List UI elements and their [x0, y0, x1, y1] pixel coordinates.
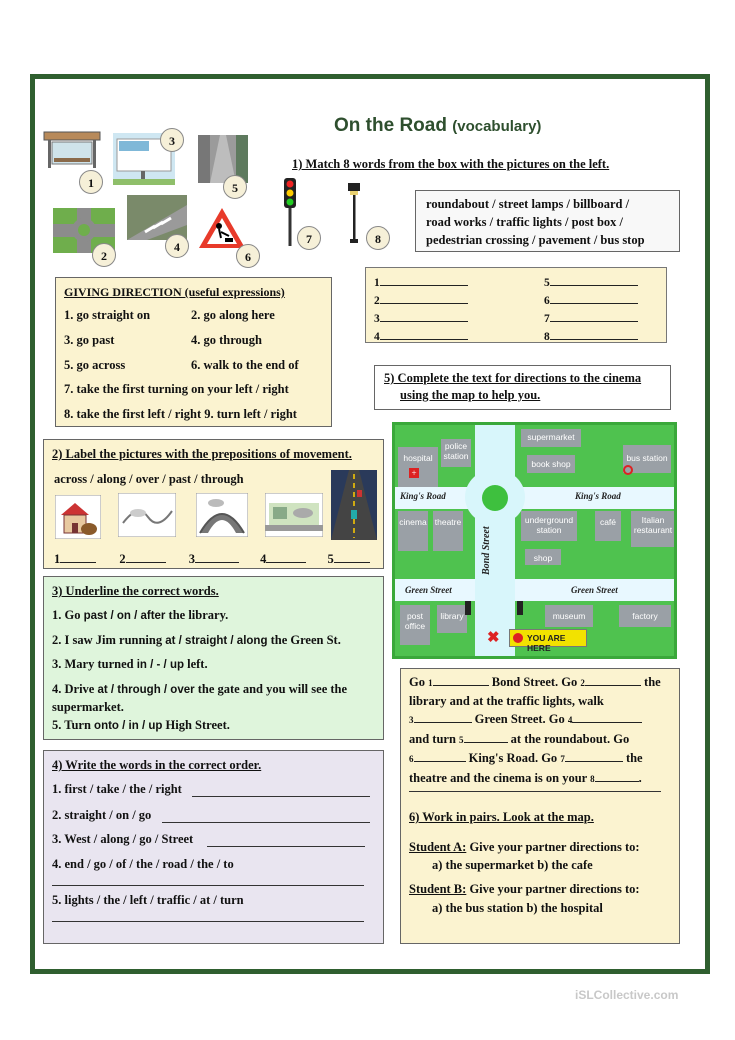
picture-past — [265, 493, 323, 537]
map-label-police: police station — [443, 441, 469, 461]
map-label-museum: museum — [552, 611, 586, 621]
ex5-text-line-1: Go 1 Bond Street. Go 2 the — [409, 675, 661, 689]
answer-line-8[interactable]: 8 — [544, 327, 638, 345]
ex5-blank-7[interactable] — [565, 749, 623, 762]
ex4-instruction: 4) Write the words in the correct order. — [52, 758, 262, 772]
ex6-instruction: 6) Work in pairs. Look at the map. — [409, 810, 594, 824]
map-label-supermarket: supermarket — [527, 432, 575, 442]
answer-line[interactable] — [52, 921, 364, 922]
ex3-item-4: 4. Drive at / through / over the gate and you will see the supermarket. — [52, 682, 348, 714]
picture-road-works — [197, 206, 247, 250]
map-label-cafe: café — [599, 517, 617, 527]
ex4-box — [43, 750, 384, 944]
picture-bus-stop — [42, 126, 102, 171]
answer-line[interactable] — [162, 822, 370, 823]
divider — [409, 791, 661, 792]
ex3-item-2: 2. I saw Jim running at / straight / along the Green St. — [52, 633, 341, 647]
ex2-blank-4[interactable]: 4 — [260, 552, 306, 566]
map-label-factory: factory — [632, 611, 658, 621]
picture-number-8: 8 — [366, 226, 390, 250]
expression: 7. take the first turning on your left / right — [64, 382, 289, 396]
ex5-text-line-3: 3 Green Street. Go 4 — [409, 710, 675, 730]
expression: 8. take the first left / right 9. turn left / right — [64, 407, 297, 421]
answer-line-1[interactable]: 1 — [374, 273, 468, 291]
ex3-options[interactable]: at / through / over — [97, 684, 195, 696]
ex6-student-b-options: a) the bus station b) the hospital — [432, 901, 603, 915]
ex3-item-3: 3. Mary turned in / - / up left. — [52, 657, 208, 671]
map-road-kings-left: King's Road — [400, 491, 446, 501]
giving-direction-box — [55, 277, 332, 427]
map-label-italian: Italian restaurant — [633, 515, 673, 535]
picture-number-3: 3 — [160, 128, 184, 152]
you-are-here-sign — [509, 629, 587, 653]
ex3-options[interactable]: at / straight / along — [165, 635, 268, 647]
answer-line[interactable] — [52, 885, 364, 886]
watermark: iSLCollective.com — [575, 988, 679, 1002]
street-map — [392, 422, 677, 659]
map-label-postoffice: post office — [404, 611, 426, 631]
ex2-blank-1[interactable]: 1 — [54, 552, 96, 566]
picture-street-lamp — [346, 183, 362, 243]
ex5-text-line-4: and turn 5 at the roundabout. Go — [409, 731, 630, 746]
picture-number-4: 4 — [165, 234, 189, 258]
ex5-instruction: 5) Complete the text for directions to the cinema — [384, 371, 642, 385]
map-label-theatre: theatre — [434, 517, 462, 527]
ex3-item-1: 1. Go past / on / after the library. — [52, 608, 229, 622]
ex5-instruction-box — [374, 365, 671, 410]
ex5-blank-2[interactable] — [585, 673, 641, 686]
map-road-green-right: Green Street — [571, 585, 618, 595]
ex1-instruction: 1) Match 8 words from the box with the pictures on the left. — [292, 157, 610, 171]
map-traffic-light-icon — [517, 601, 523, 615]
map-label-hospital: hospital — [403, 453, 433, 463]
map-road-bond: Bond Street — [481, 526, 492, 575]
ex3-box — [43, 576, 384, 740]
answer-line-2[interactable]: 2 — [374, 291, 468, 309]
picture-over — [196, 493, 248, 537]
map-label-underground: underground station — [524, 515, 574, 535]
ex4-item: 3. West / along / go / Street — [52, 832, 194, 846]
ex5-blank-5[interactable] — [464, 730, 508, 743]
expression: 4. go through — [191, 333, 262, 347]
answer-line-4[interactable]: 4 — [374, 327, 468, 345]
picture-number-1: 1 — [79, 170, 103, 194]
ex3-item-5: 5. Turn onto / in / up High Street. — [52, 718, 230, 732]
expression: 3. go past — [64, 333, 115, 347]
map-road-kings-right: King's Road — [575, 491, 621, 501]
picture-along — [118, 493, 176, 537]
expression: 2. go along here — [191, 308, 275, 322]
answer-line-5[interactable]: 5 — [544, 273, 638, 291]
map-road-green-left: Green Street — [405, 585, 452, 595]
ex4-item: 5. lights / the / left / traffic / at / turn — [52, 893, 244, 907]
ex5-blank-8[interactable] — [595, 769, 639, 782]
ex5-blank-1[interactable] — [433, 673, 489, 686]
ex2-box — [43, 439, 384, 569]
ex2-word-list: across / along / over / past / through — [54, 472, 244, 486]
picture-number-5: 5 — [223, 175, 247, 199]
picture-number-7: 7 — [297, 226, 321, 250]
answer-line[interactable] — [192, 796, 370, 797]
giving-direction-heading: GIVING DIRECTION (useful expressions) — [64, 285, 285, 299]
map-label-shop: shop — [533, 553, 553, 563]
expression: 5. go across — [64, 358, 126, 372]
you-are-here-icon — [513, 633, 523, 643]
ex2-blank-2[interactable]: 2 — [119, 552, 165, 566]
map-label-library: library — [440, 611, 464, 621]
picture-traffic-lights — [282, 178, 298, 246]
ex3-options[interactable]: in / - / up — [136, 659, 184, 671]
answer-line[interactable] — [207, 846, 365, 847]
picture-across — [55, 495, 101, 539]
ex2-instruction: 2) Label the pictures with the prepositions of movement. — [52, 447, 352, 461]
ex5-instruction-2: using the map to help you. — [400, 388, 541, 402]
expression: 6. walk to the end of — [191, 358, 299, 372]
hospital-icon: + — [409, 468, 419, 478]
ex6-student-a-options: a) the supermarket b) the cafe — [432, 858, 593, 872]
map-label-cinema: cinema — [399, 517, 427, 527]
picture-number-6: 6 — [236, 244, 260, 268]
ex5-blank-4[interactable] — [572, 710, 642, 723]
ex5-blank-6[interactable] — [414, 749, 466, 762]
answer-line-7[interactable]: 7 — [544, 309, 638, 327]
picture-number-2: 2 — [92, 243, 116, 267]
expression: 1. go straight on — [64, 308, 151, 322]
ex5-text-line-5: 6 King's Road. Go 7 the — [409, 751, 643, 765]
ex6-student-a: Student A: Give your partner directions to: — [409, 840, 640, 854]
ex4-item: 2. straight / on / go — [52, 808, 152, 822]
picture-through — [331, 470, 377, 540]
ex4-item: 4. end / go / of / the / road / the / to — [52, 857, 234, 871]
cross-icon: ✖ — [487, 630, 500, 646]
ex5-blank-3[interactable] — [414, 710, 472, 723]
answer-line-3[interactable]: 3 — [374, 309, 468, 327]
ex5-text-line-6: theatre and the cinema is on your 8 . — [409, 770, 642, 785]
ex3-instruction: 3) Underline the correct words. — [52, 584, 219, 598]
map-traffic-light-icon — [465, 601, 471, 615]
ex5-ex6-box — [400, 668, 680, 944]
ex5-text-line-2: library and at the traffic lights, walk — [409, 693, 604, 708]
word-box — [415, 190, 680, 252]
word-box-line: roundabout / street lamps / billboard / — [426, 197, 630, 211]
ex1-answer-box — [365, 267, 667, 343]
you-are-here-label: YOU ARE HERE — [527, 633, 566, 653]
ex4-item: 1. first / take / the / right — [52, 782, 182, 796]
ex3-options[interactable]: past / on / after — [83, 610, 166, 622]
word-box-line: road works / traffic lights / post box / — [426, 215, 623, 229]
map-label-bookshop: book shop — [531, 459, 571, 469]
map-label-busstation: bus station — [626, 453, 668, 463]
bus-icon — [623, 465, 633, 475]
ex6-student-b: Student B: Give your partner directions to: — [409, 882, 640, 896]
ex2-blank-3[interactable]: 3 — [189, 552, 239, 566]
page-title: On the Road (vocabulary) — [334, 115, 542, 136]
ex2-blank-5[interactable]: 5 — [328, 552, 370, 566]
answer-line-6[interactable]: 6 — [544, 291, 638, 309]
word-box-line: pedestrian crossing / pavement / bus stop — [426, 233, 645, 247]
ex3-options[interactable]: onto / in / up — [94, 720, 163, 732]
